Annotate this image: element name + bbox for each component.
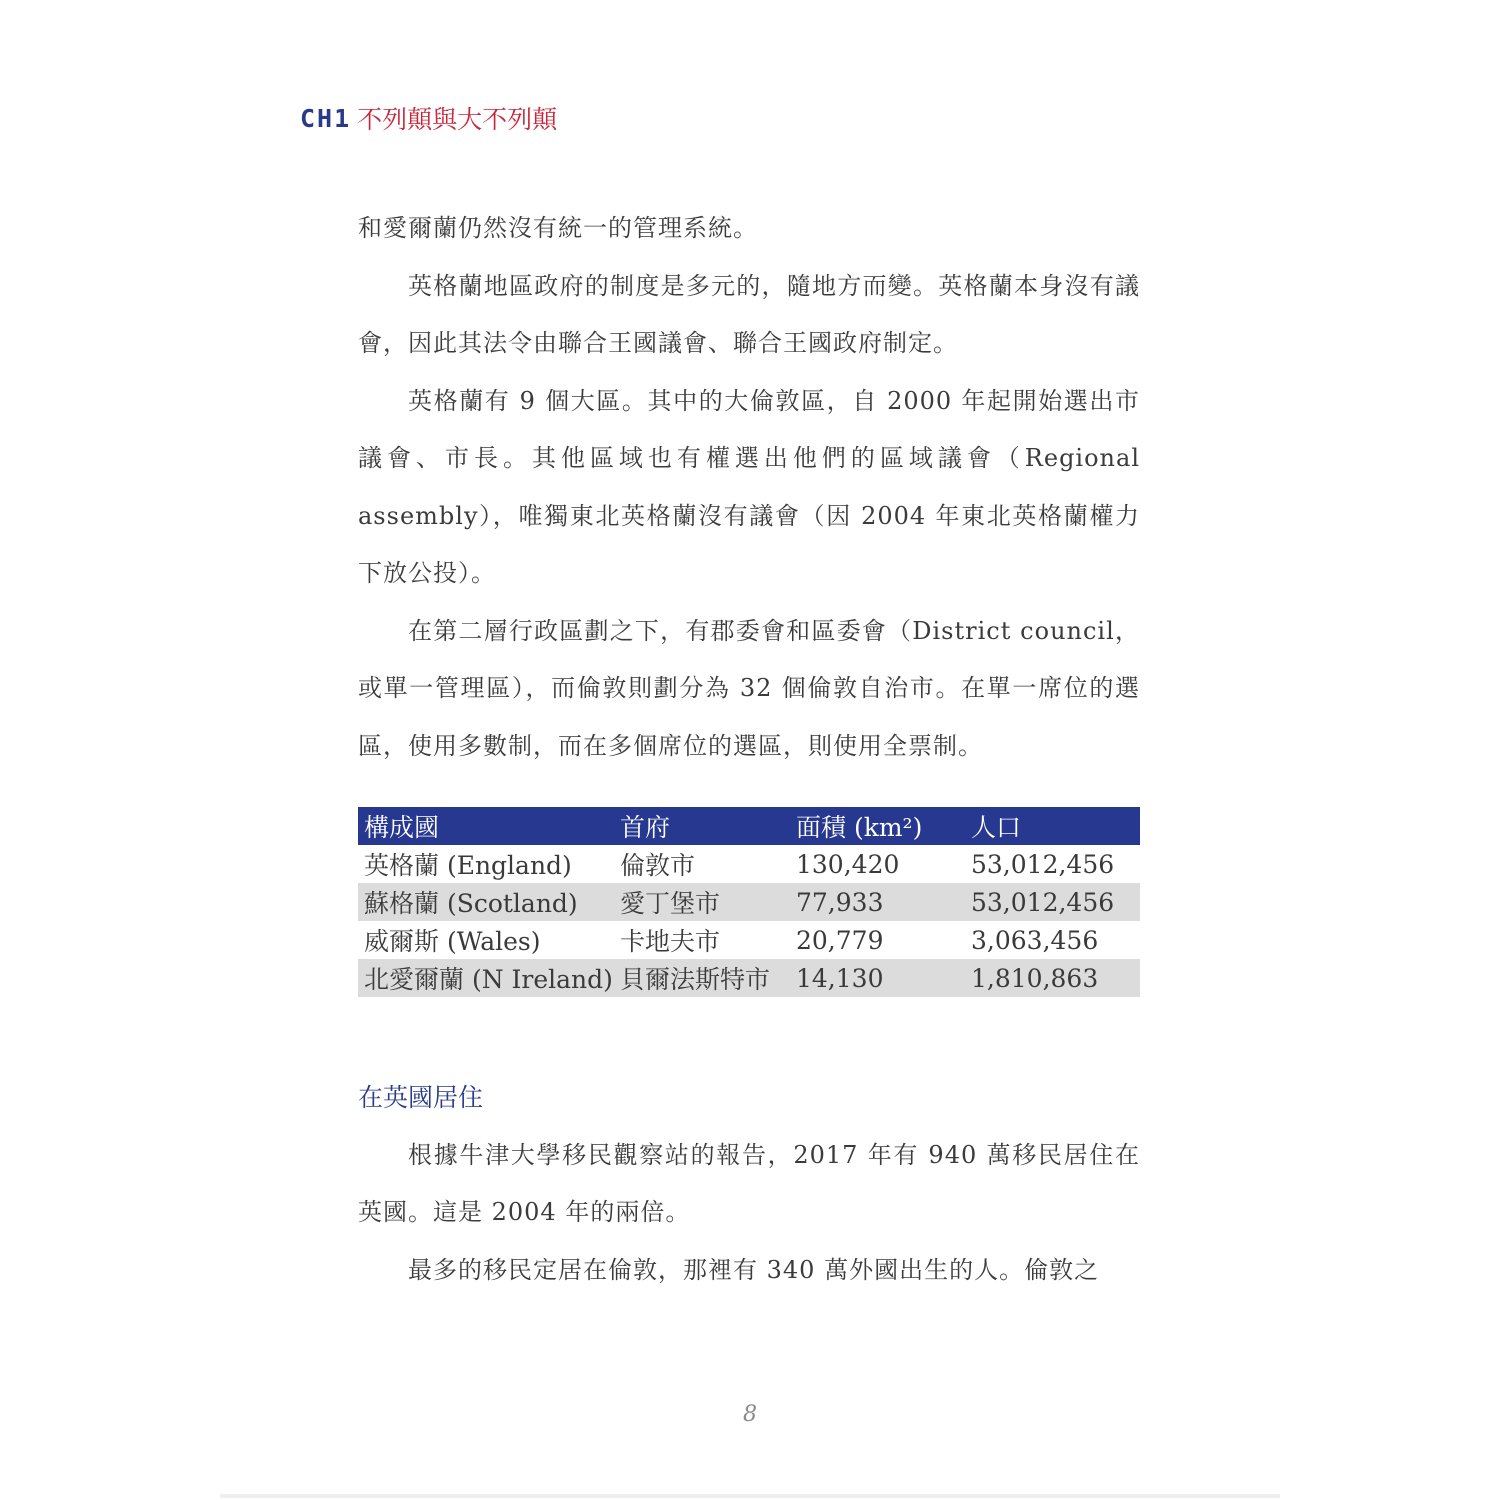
chapter-header — [300, 100, 557, 136]
paragraph-continuation: 和愛爾蘭仍然沒有統一的管理系統。 — [358, 214, 758, 242]
paragraph-london-immigrants: 最多的移民定居在倫敦，那裡有 340 萬外國出生的人。倫敦之 — [408, 1255, 1100, 1284]
table-row — [358, 883, 1140, 921]
table-cell-population: 1,810,863 — [965, 959, 1140, 997]
table-cell-population: 53,012,456 — [965, 883, 1140, 921]
table-cell-capital: 倫敦市 — [620, 851, 696, 880]
table-cell-country: 威爾斯 (Wales) — [364, 927, 541, 956]
table-cell-area: 14,130 — [790, 959, 965, 997]
paragraph-regions: 英格蘭有 9 個大區。其中的大倫敦區，自 2000 年起開始選出市議會、市長。其他區域也有權選出他們的區域議會（Regional assembly），唯獨東北英格蘭沒有議會（因 2004 年東北英格蘭權力下放公投）。 — [358, 386, 1140, 587]
paragraph-councils: 在第二層行政區劃之下，有郡委會和區委會（District council，或單一管理區），而倫敦則劃分為 32 個倫敦自治市。在單一席位的選區，使用多數制，而在多個席位的選區，則使用全票制。 — [358, 616, 1140, 760]
table-cell-capital: 愛丁堡市 — [614, 883, 790, 921]
table-cell-country: 蘇格蘭 (Scotland) — [358, 883, 614, 921]
table-header-row — [358, 807, 1140, 845]
page-body — [358, 200, 1140, 1299]
constituent-countries-table — [358, 807, 1140, 997]
table-header-capital: 首府 — [614, 807, 790, 845]
table-cell-capital: 卡地夫市 — [620, 927, 721, 956]
paragraph-immigration-report: 根據牛津大學移民觀察站的報告，2017 年有 940 萬移民居住在英國。這是 2004 年的兩倍。 — [358, 1140, 1140, 1226]
table-cell-country: 英格蘭 (England) — [364, 851, 572, 880]
page-number: 8 — [743, 1402, 757, 1427]
chapter-title: 不列顛與大不列顛 — [357, 105, 558, 134]
table-header-country: 構成國 — [358, 807, 614, 845]
table-row — [358, 959, 1140, 997]
table-header-population: 人口 — [965, 807, 1140, 845]
chapter-code: CH1 — [300, 103, 352, 133]
table-cell-population: 3,063,456 — [971, 925, 1099, 955]
bottom-divider — [220, 1494, 1280, 1498]
table-row — [358, 845, 1140, 883]
table-cell-capital: 貝爾法斯特市 — [614, 959, 790, 997]
paragraph-local-government: 英格蘭地區政府的制度是多元的，隨地方而變。英格蘭本身沒有議會，因此其法令由聯合王國議會、聯合王國政府制定。 — [358, 271, 1140, 357]
table-cell-area: 77,933 — [790, 883, 965, 921]
table-header-area: 面積 (km²) — [790, 807, 965, 845]
table-cell-population: 53,012,456 — [971, 849, 1115, 879]
table-row — [358, 921, 1140, 959]
table-cell-area: 20,779 — [796, 925, 884, 955]
section-title: 在英國居住 — [358, 1083, 484, 1112]
table-cell-area: 130,420 — [796, 849, 900, 879]
table-cell-country: 北愛爾蘭 (N Ireland) — [358, 959, 614, 997]
